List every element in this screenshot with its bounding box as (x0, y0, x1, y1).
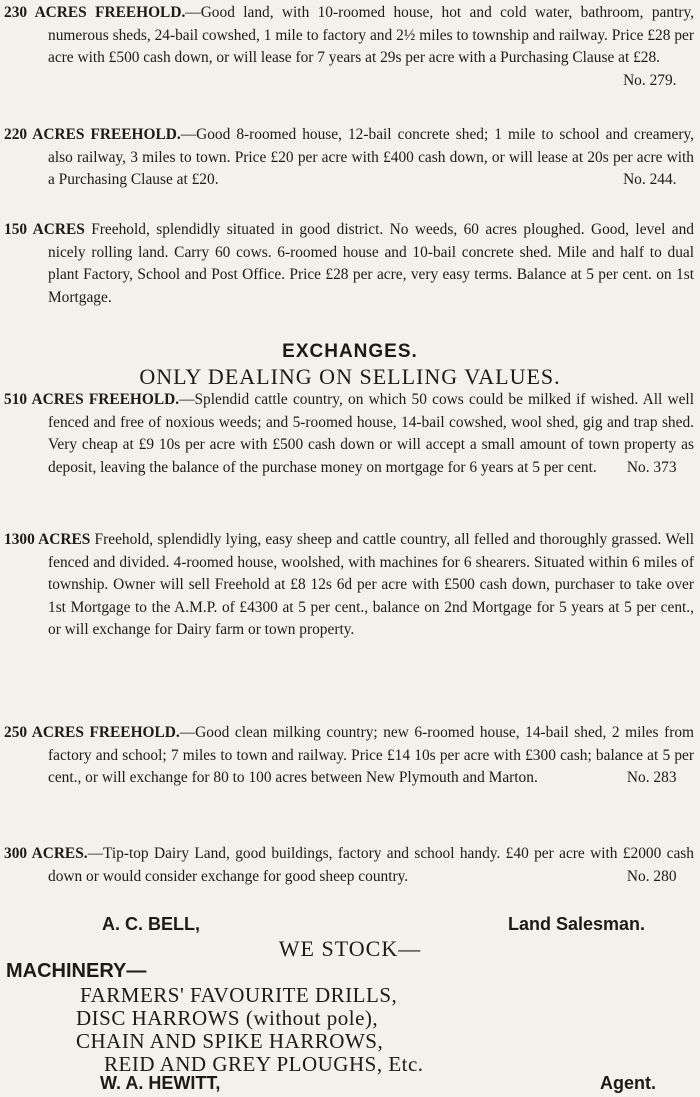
machinery-item: CHAIN AND SPIKE HARROWS, (76, 1029, 384, 1053)
listing-150-acres (4, 219, 694, 309)
listing-510-acres (4, 389, 694, 479)
listing-text: Freehold, splendidly lying, easy sheep and cattle country, all felled and thoroughly grassed. Well fenced and divided. 4-roomed house, woolshed, with machines for 6 shearers. Situated within 6 miles of township. Owner will sell Freehold at £8 12s 6d per acre with £500 cash down, purchaser to take over 1st Mortgage to the A.M.P. of £4300 at 5 per cent., balance on 2nd Mortgage for 5 years at 5 per cent., or will exchange for Dairy farm or town property. (48, 531, 694, 639)
salesman-name: A. C. BELL, (102, 914, 200, 934)
listing-lead: 150 ACRES (4, 221, 85, 238)
we-stock-heading: WE STOCK— (278, 936, 422, 961)
listing-text: —Tip-top Dairy Land, good buildings, factory and school handy. £40 per acre with £2000 cash down or would consider exchange for good sheep country. (48, 845, 694, 885)
listing-lead: 1300 ACRES (4, 531, 91, 548)
salesman-title: Land Salesman. (508, 914, 646, 934)
agent-name: W. A. HEWITT, (100, 1073, 221, 1093)
machinery-label: MACHINERY— (6, 960, 147, 982)
listing-lead: 300 ACRES. (4, 845, 88, 862)
machinery-item: REID AND GREY PLOUGHS, Etc. (104, 1052, 424, 1076)
listing-lead: 250 ACRES FREEHOLD. (4, 724, 180, 741)
listing-text: —Splendid cattle country, on which 50 cows could be milked if wished. All well fenced and free of noxious weeds; and 5-roomed house, 14-bail cowshed, wool shed, gig and trap shed. Very cheap at £9 10s per acre with £500 cash down or will accept a small amount of town property as deposit, leaving the balance of the purchase money on mortgage for 6 years at 5 per cent. (48, 391, 694, 476)
listing-text: —Good land, with 10-roomed house, hot and cold water, bathroom, pantry, numerous sheds, 24-bail cowshed, 1 mile to factory and 2½ miles to township and railway. Price £28 per acre with £500 cash down, or will lease for 7 years at 29s per acre with a Purchasing Clause at £28. (48, 4, 694, 67)
listing-number: No. 373 (626, 458, 677, 476)
exchanges-heading: EXCHANGES. (282, 341, 418, 362)
only-dealing-heading: ONLY DEALING ON SELLING VALUES. (139, 364, 561, 389)
agent-title: Agent. (600, 1073, 656, 1093)
listing-number: No. 244. (623, 171, 677, 189)
machinery-item: DISC HARROWS (without pole), (76, 1006, 379, 1030)
listing-220-acres (4, 124, 694, 192)
listing-text: Freehold, splendidly situated in good district. No weeds, 60 acres ploughed. Good, level and nicely rolling land. Carry 60 cows. 6-roomed house and 10-bail concrete shed. Mile and half to dual plant Factory, School and Post Office. Price £28 per acre, very easy terms. Balance at 5 per cent. on 1st Mortgage. (48, 221, 694, 306)
listing-lead: 510 ACRES FREEHOLD. (4, 391, 180, 408)
listing-number: No. 283 (626, 769, 677, 787)
listing-text: —Good clean milking country; new 6-roomed house, 14-bail shed, 2 miles from factory and school; 7 miles to town and railway. Price £14 10s per acre with £300 cash; balance at 5 per cent., or will exchange for 80 to 100 acres between New Plymouth and Marton. (48, 724, 694, 787)
listing-300-acres (4, 843, 694, 888)
listing-lead: 220 ACRES FREEHOLD. (4, 126, 181, 143)
listing-number: No. 279. (623, 71, 677, 89)
listing-1300-acres (4, 529, 694, 642)
machinery-item: FARMERS' FAVOURITE DRILLS, (80, 983, 398, 1007)
listing-text: —Good 8-roomed house, 12-bail concrete shed; 1 mile to school and creamery, also railway, 3 miles to town. Price £20 per acre with £400 cash down, or will lease at 20s per acre with a Purchasing Clause at £20. (48, 126, 694, 189)
listing-number: No. 280 (626, 867, 677, 885)
listing-230-acres (4, 2, 694, 92)
listing-250-acres (4, 722, 694, 790)
listing-lead: 230 ACRES FREEHOLD. (4, 4, 186, 21)
